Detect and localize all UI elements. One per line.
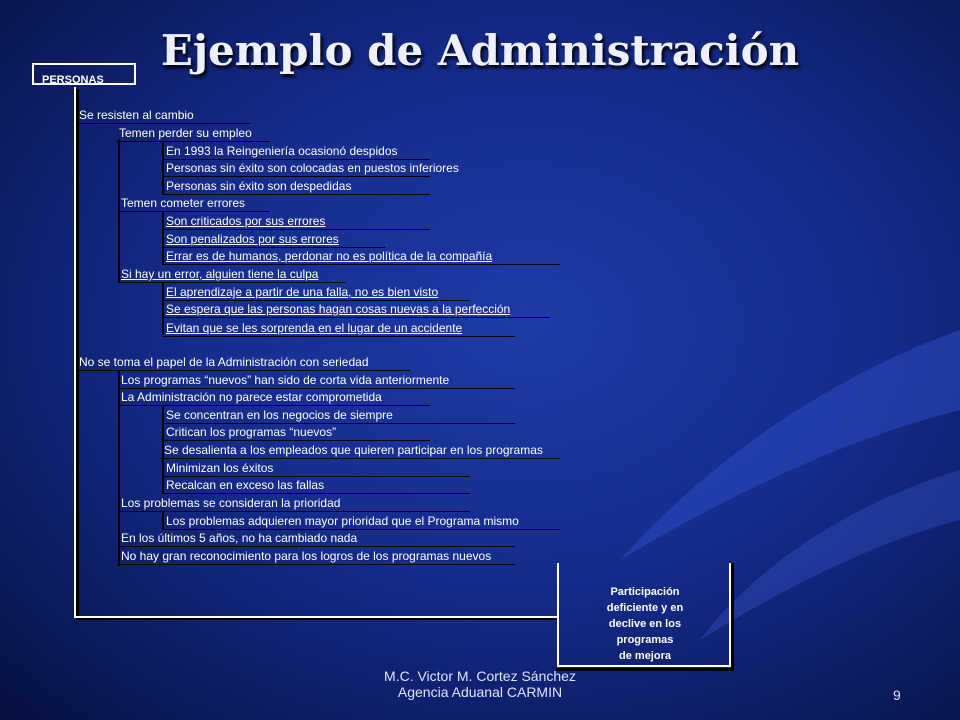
tree-item: Evitan que se les sorprenda en el lugar de un accidente bbox=[166, 321, 463, 335]
branch-line-1c bbox=[162, 283, 164, 335]
row-underline bbox=[163, 194, 430, 195]
row-underline bbox=[118, 546, 515, 547]
footer-author: M.C. Victor M. Cortez Sánchez bbox=[384, 668, 576, 684]
tree-item: Los problemas se consideran la prioridad bbox=[121, 496, 341, 510]
tree-item: El aprendizaje a partir de una falla, no es bien visto bbox=[166, 285, 439, 299]
footer bbox=[330, 668, 630, 700]
tree-item: Son criticados por sus errores bbox=[166, 214, 326, 228]
tree-item: Minimizan los éxitos bbox=[166, 461, 274, 475]
row-underline bbox=[163, 476, 470, 477]
row-underline bbox=[161, 458, 560, 459]
trunk-line bbox=[74, 87, 76, 617]
row-underline bbox=[76, 123, 250, 124]
bottom-connector-shadow bbox=[76, 618, 558, 620]
row-underline bbox=[118, 405, 430, 406]
row-underline bbox=[118, 211, 270, 212]
outcome-line-2: deficiente y en bbox=[606, 602, 684, 614]
tree-item: Temen perder su empleo bbox=[119, 126, 252, 140]
tree-item: No hay gran reconocimiento para los logros de los programas nuevos bbox=[121, 549, 492, 563]
row-underline bbox=[76, 370, 410, 371]
branch-line-1a bbox=[162, 142, 164, 194]
tree-item: Errar es de humanos, perdonar no es política de la compañía bbox=[166, 249, 493, 263]
row-underline bbox=[118, 282, 345, 283]
row-underline bbox=[118, 511, 470, 512]
row-underline bbox=[163, 336, 515, 337]
tree-item: Los problemas adquieren mayor prioridad que el Programa mismo bbox=[166, 514, 519, 528]
tree-item: Personas sin éxito son colocadas en puestos inferiores bbox=[166, 161, 459, 175]
row-underline bbox=[118, 564, 515, 565]
tree-item: No se toma el papel de la Administración con seriedad bbox=[79, 355, 369, 369]
row-underline bbox=[118, 388, 515, 389]
row-underline bbox=[163, 317, 550, 318]
tree-item: Se concentran en los negocios de siempre bbox=[166, 408, 393, 422]
trunk-line-shadow bbox=[76, 89, 79, 619]
row-underline bbox=[163, 264, 560, 265]
page-number: 9 bbox=[893, 687, 901, 703]
tree-item: Se espera que las personas hagan cosas nuevas a la perfección bbox=[166, 302, 511, 316]
outcome-line-3: declive en los bbox=[608, 618, 682, 630]
tree-item: Temen cometer errores bbox=[121, 196, 246, 210]
row-underline bbox=[163, 423, 515, 424]
row-underline bbox=[116, 141, 270, 142]
row-underline bbox=[163, 300, 470, 301]
tree-item: Si hay un error, alguien tiene la culpa bbox=[121, 267, 319, 281]
outcome-line-4: programas bbox=[616, 634, 674, 646]
outcome-line-1: Participación bbox=[610, 586, 680, 598]
row-underline bbox=[163, 159, 430, 160]
tree-item: En los últimos 5 años, no ha cambiado nada bbox=[121, 531, 358, 545]
tree-item: La Administración no parece estar comprometida bbox=[121, 390, 382, 404]
row-underline bbox=[163, 440, 430, 441]
footer-company: Agencia Aduanal CARMIN bbox=[397, 684, 563, 700]
tree-item: Se resisten al cambio bbox=[79, 108, 194, 122]
tree-item: Personas sin éxito son despedidas bbox=[166, 179, 352, 193]
tree-item: Los programas “nuevos” han sido de corta vida anteriormente bbox=[121, 373, 450, 387]
row-underline bbox=[163, 176, 430, 177]
branch-line-1b bbox=[162, 212, 164, 265]
branch-line-2 bbox=[118, 371, 120, 566]
root-node-label: PERSONAS bbox=[42, 74, 104, 86]
row-underline bbox=[163, 493, 470, 494]
tree-item: Son penalizados por sus errores bbox=[166, 232, 339, 246]
row-underline bbox=[163, 247, 385, 248]
outcome-line-5: de mejora bbox=[619, 650, 671, 662]
branch-line-2b bbox=[162, 512, 164, 529]
tree-item: Recalcan en exceso las fallas bbox=[166, 478, 325, 492]
page-title: Ejemplo de Administración bbox=[160, 26, 800, 75]
tree-item: Se desalienta a los empleados que quieren participar en los programas bbox=[164, 443, 543, 457]
outcome-text bbox=[570, 584, 720, 664]
row-underline bbox=[163, 529, 560, 530]
tree-item: Critican los programas “nuevos” bbox=[166, 425, 337, 439]
row-underline bbox=[163, 229, 430, 230]
tree-item: En 1993 la Reingeniería ocasionó despidos bbox=[166, 144, 398, 158]
